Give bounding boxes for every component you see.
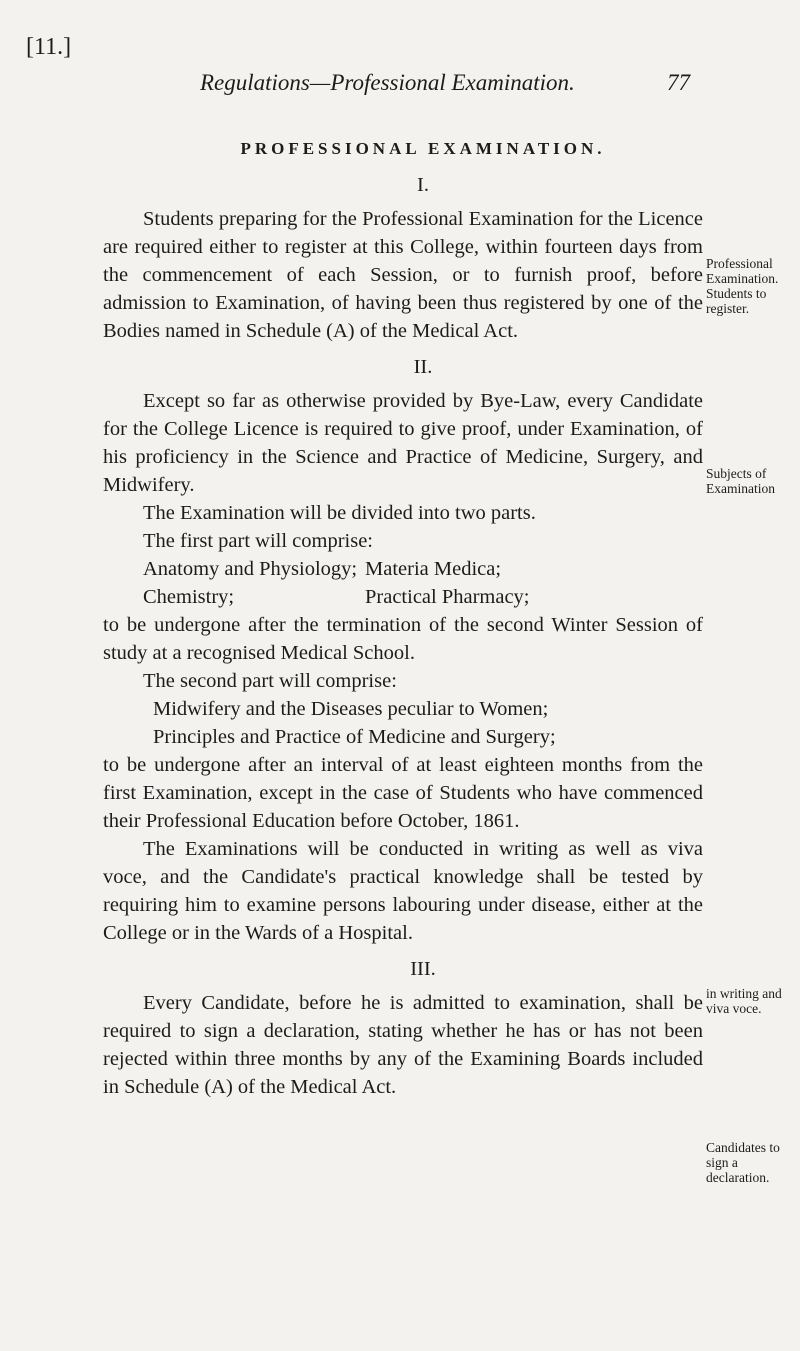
- running-header: [200, 70, 690, 96]
- margin-note-declaration: Candidates to sign a declaration.: [706, 1140, 780, 1185]
- margin-note-registration: Professional Examination. Students to register.: [706, 256, 779, 316]
- section-numeral-2: II.: [413, 356, 433, 378]
- margin-note-viva-voce: in writing and viva voce.: [706, 986, 782, 1016]
- list-item: Practical Pharmacy;: [365, 586, 530, 608]
- paragraph-registration: Students preparing for the Professional Examination for the Licence are required either to register at this College, within fourteen days from the commencement of each Session, or to furnish proof, before admission to Examination, of having been thus registered by one of the Bodies named in Schedule (A) of the Medical Act.: [103, 208, 703, 342]
- paragraph-declaration: Every Candidate, before he is admitted to examination, shall be required to sign a declaration, stating whether he has or has not been rejected within three months by any of the Examining Boards included in Schedule (A) of the Medical Act.: [103, 992, 703, 1098]
- list-item: Materia Medica;: [365, 558, 502, 580]
- paragraph-divided: The Examination will be divided into two parts.: [143, 502, 536, 524]
- section-numeral-1: I.: [417, 174, 429, 196]
- first-part-after: to be undergone after the termination of the second Winter Session of study at a recognised Medical School.: [103, 614, 703, 664]
- list-item: Anatomy and Physiology;: [143, 558, 358, 580]
- first-part-row-1: [103, 555, 703, 583]
- second-part-intro: The second part will comprise:: [143, 670, 397, 692]
- first-part-intro: The first part will comprise:: [143, 530, 373, 552]
- margin-note-subjects: Subjects of Examination: [706, 466, 775, 496]
- running-title: Regulations—Professional Examination.: [200, 70, 575, 95]
- page-reference: [11.]: [26, 34, 72, 60]
- page-number: 77: [667, 70, 690, 95]
- main-text: [103, 135, 703, 1101]
- list-item: Principles and Practice of Medicine and Surgery;: [153, 726, 556, 748]
- list-item: Midwifery and the Diseases peculiar to Women;: [153, 698, 549, 720]
- section-title: PROFESSIONAL EXAMINATION.: [240, 139, 606, 158]
- paragraph-subjects: Except so far as otherwise provided by Bye-Law, every Candidate for the College Licence is required to give proof, under Examination, of his proficiency in the Science and Practice of Medicine, Surgery, and Midwifery.: [103, 390, 703, 496]
- section-numeral-3: III.: [410, 958, 436, 980]
- second-part-after: to be undergone after an interval of at least eighteen months from the first Examination, except in the case of Students who have commenced their Professional Education before October, 1861.: [103, 754, 703, 832]
- list-item: Chemistry;: [143, 586, 235, 608]
- first-part-row-2: [103, 583, 703, 611]
- paragraph-conducted: The Examinations will be conducted in writing as well as viva voce, and the Candidate's practical knowledge shall be tested by requiring him to examine persons labouring under disease, either at the College or in the Wards of a Hospital.: [103, 838, 703, 944]
